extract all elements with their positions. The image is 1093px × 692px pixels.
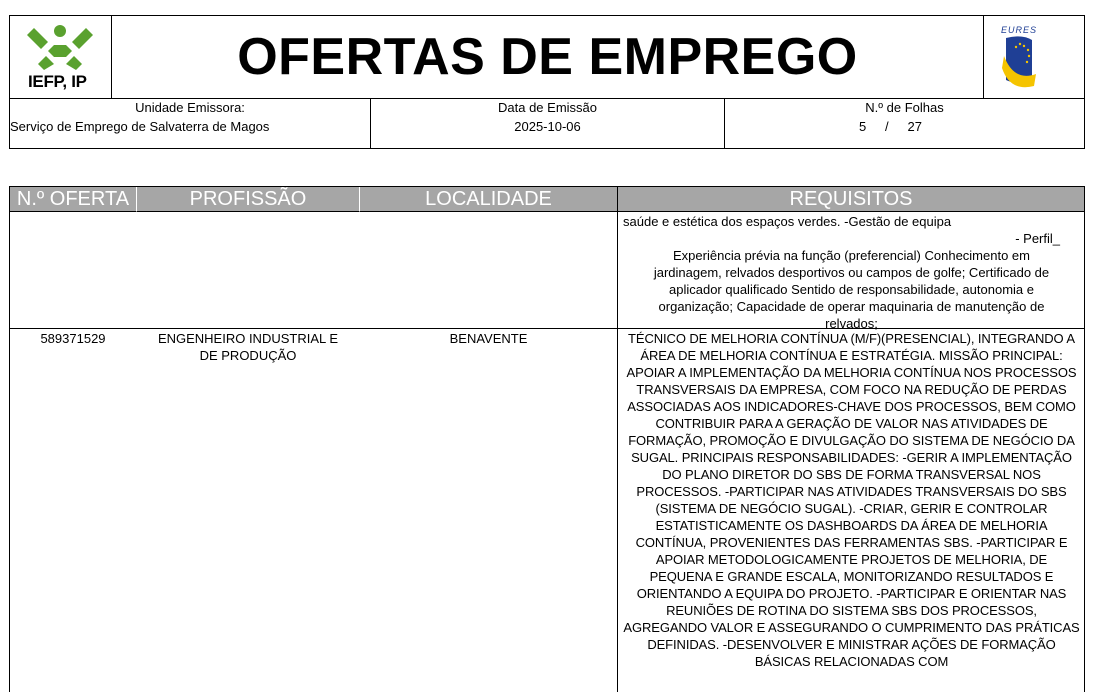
column-header-localidade: LOCALIDADE (360, 187, 618, 212)
folhas-value (859, 119, 922, 134)
page-title: OFERTAS DE EMPREGO (237, 28, 858, 86)
ofertas-table (9, 186, 1085, 692)
eures-logo (983, 16, 1084, 98)
column-header-numero: N.º OFERTA (10, 187, 137, 212)
eures-emblem-icon (984, 16, 1084, 98)
data-emissao-value: 2025-10-06 (514, 119, 581, 134)
unidade-emissora-label: Unidade Emissora: (135, 100, 245, 115)
header-title-row (10, 16, 1084, 99)
eures-logo-text: EURES (1001, 25, 1038, 35)
table-row-2-localidade: BENAVENTE (449, 331, 528, 346)
column-divider (617, 212, 618, 692)
column-header-profissao: PROFISSÃO (137, 187, 360, 212)
iefp-logo (10, 16, 112, 98)
folha-total: 27 (907, 119, 922, 134)
column-header-requisitos: REQUISITOS (618, 187, 1084, 212)
numero-folhas-label: N.º de Folhas (865, 100, 944, 115)
iefp-logo-icon (10, 16, 111, 76)
iefp-logo-text: IEFP, IP (28, 72, 87, 91)
header-info-row (10, 99, 1084, 149)
folha-atual: 5 (859, 119, 867, 134)
document-header (9, 15, 1085, 149)
table-row-1-requisitos-body: Experiência prévia na função (preferencial) Conhecimento em jardinagem, relvados desportivos ou campos de golfe; Certificado de aplicador qualificado Sentido de responsabilidade, autonomia e organização; Capacidade de operar maquinaria de manutenção de relvados; (653, 248, 1050, 331)
table-row-2-requisitos: TÉCNICO DE MELHORIA CONTÍNUA (M/F)(PRESENCIAL), INTEGRANDO A ÁREA DE MELHORIA CONTÍNUA E ESTRATÉGIA. MISSÃO PRINCIPAL: APOIAR A IMPLEMENTAÇÃO DA MELHORIA CONTÍNUA NOS PROCESSOS TRANSVERSAIS DA EMPRESA, COM FOCO NA REDUÇÃO DE PERDAS ASSOCIADAS AOS INDICADORES-CHAVE DOS PROCESSOS, BEM COMO CONTRIBUIR PARA A GERAÇÃO DE VALOR NAS ATIVIDADES DE FORMAÇÃO, PROMOÇÃO E DIVULGAÇÃO DO SISTEMA DE NEGÓCIO DA SUGAL. PRINCIPAIS RESPONSABILIDADES: -GERIR A IMPLEMENTAÇÃO DO PLANO DIRETOR DO SBS DE FORMA TRANSVERSAL NOS PROCESSOS. -PARTICIPAR NAS ATIVIDADES TRANSVERSAIS DO SBS (SISTEMA DE NEGÓCIO SUGAL). -CRIAR, GERIR E CONTROLAR ESTATISTICAMENTE OS DASHBOARDS DA ÁREA DE MELHORIA CONTÍNUA, PROVENIENTES DAS FERRAMENTAS SBS. -PARTICIPAR E APOIAR METODOLOGICAMENTE PROJETOS DE MELHORIA, DE PEQUENA E GRANDE ESCALA, MONITORIZANDO RESULTADOS E ORIENTANDO A EQUIPA DO PROJETO. -PARTICIPAR E ORIENTAR NAS REUNIÕES DE ROTINA DO SISTEMA SBS DOS PROCESSOS, AGREGANDO VALOR E ASSEGURANDO O CUMPRIMENTO DAS PRÁTICAS DEFINIDAS. -DESENVOLVER E MINISTRAR AÇÕES DE FORMAÇÃO BÁSICAS RELACIONADAS COM (623, 331, 1080, 669)
table-row-1-requisitos-perfil: - Perfil_ (1015, 231, 1060, 246)
numero-folhas-cell (725, 99, 1084, 149)
data-emissao-cell (371, 99, 725, 149)
data-emissao-label: Data de Emissão (498, 100, 597, 115)
folha-separator: / (885, 119, 889, 134)
table-row-1-requisitos-line1: saúde e estética dos espaços verdes. -Gestão de equipa (623, 214, 952, 229)
unidade-emissora-value: Serviço de Emprego de Salvaterra de Magos (10, 119, 270, 134)
table-row-2-profissao: ENGENHEIRO INDUSTRIAL E DE PRODUÇÃO (157, 331, 339, 363)
table-row-2-numero: 589371529 (40, 331, 106, 346)
unidade-emissora-cell (10, 99, 371, 149)
